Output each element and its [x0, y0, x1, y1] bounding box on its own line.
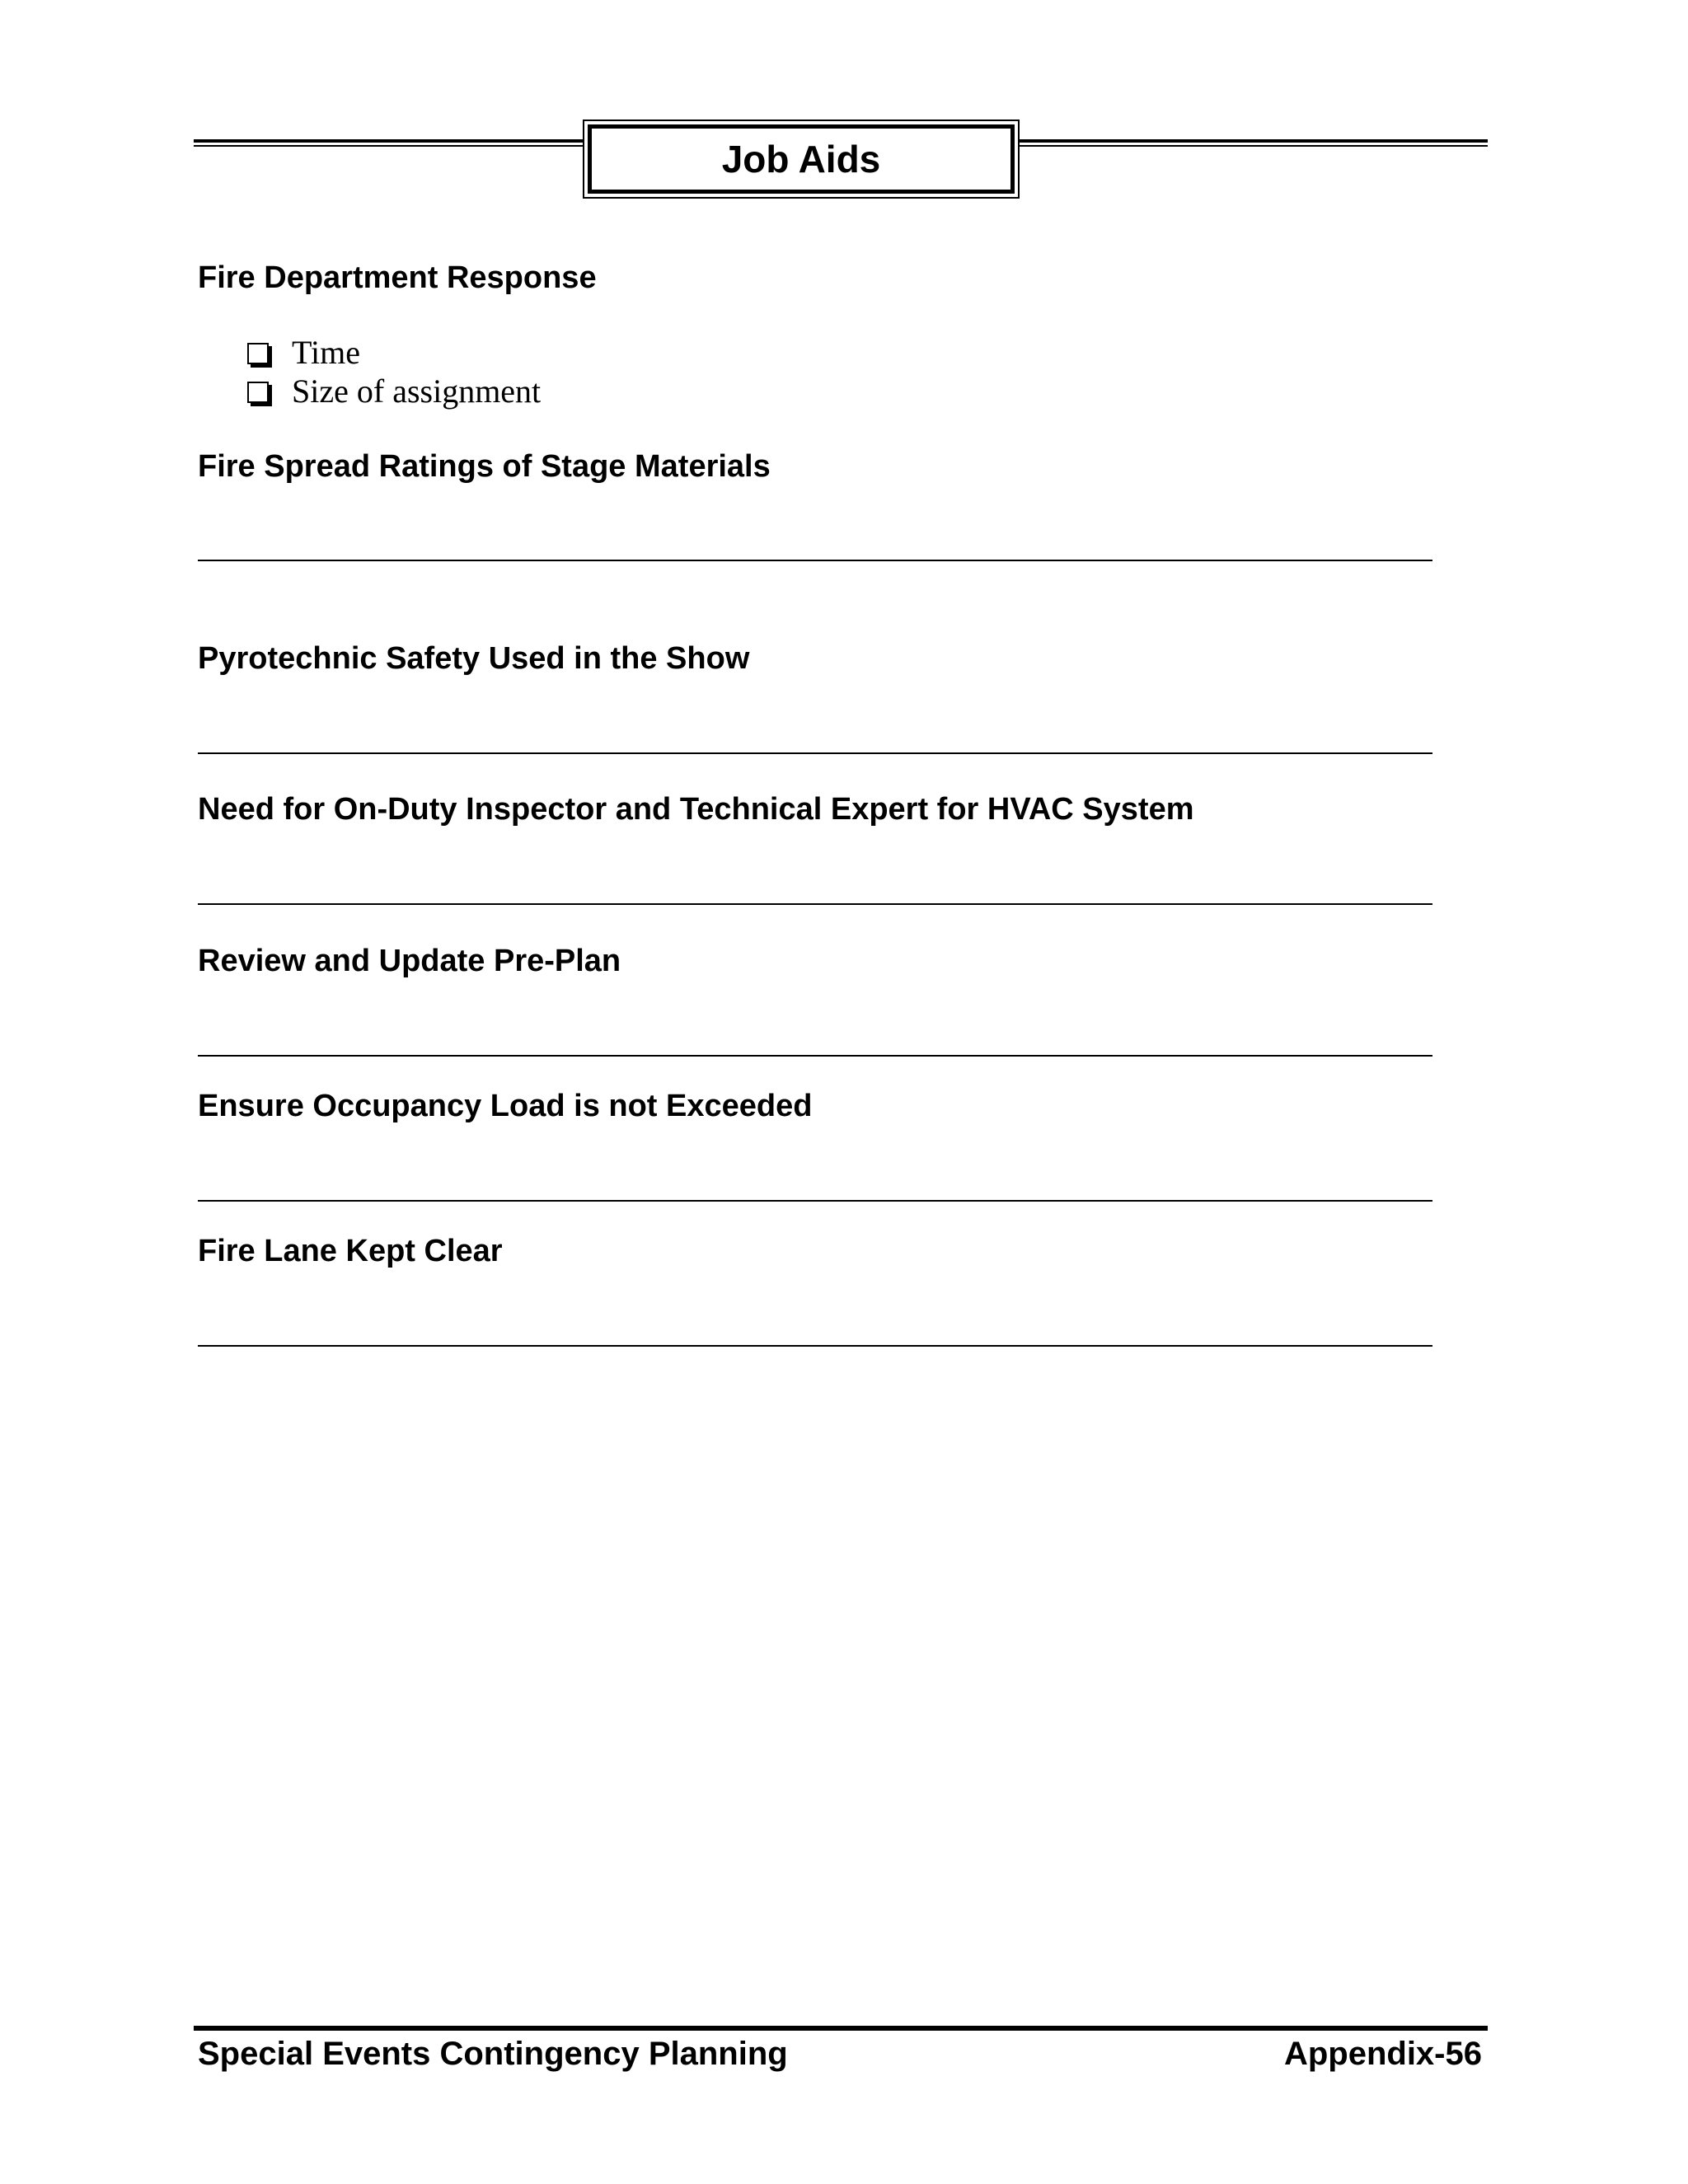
section-heading-review-pre-plan: Review and Update Pre-Plan — [198, 944, 621, 978]
section-heading-fire-department-response: Fire Department Response — [198, 260, 597, 295]
section-heading-pyrotechnic-safety: Pyrotechnic Safety Used in the Show — [198, 641, 750, 676]
footer-document-title: Special Events Contingency Planning — [198, 2036, 788, 2072]
footer-rule — [194, 2026, 1488, 2031]
header-title-box — [583, 120, 1020, 199]
answer-line — [198, 752, 1432, 754]
checkbox-icon[interactable] — [247, 382, 269, 403]
answer-line — [198, 560, 1432, 561]
checklist-item — [247, 333, 541, 372]
checkbox-icon[interactable] — [247, 343, 269, 364]
answer-line — [198, 1200, 1432, 1202]
section-heading-occupancy-load: Ensure Occupancy Load is not Exceeded — [198, 1089, 813, 1123]
answer-line — [198, 1055, 1432, 1057]
section-heading-fire-lane: Fire Lane Kept Clear — [198, 1234, 503, 1268]
checklist-item-label: Size of assignment — [292, 373, 542, 410]
checklist-item — [247, 372, 541, 410]
page-title: Job Aids — [588, 124, 1015, 194]
answer-line — [198, 1345, 1432, 1347]
footer-page-number: Appendix-56 — [1283, 2036, 1482, 2072]
section-heading-on-duty-inspector: Need for On-Duty Inspector and Technical Expert for HVAC System — [198, 792, 1194, 827]
header-rule-right — [1020, 139, 1488, 147]
checklist — [247, 333, 541, 410]
checklist-item-label: Time — [292, 334, 361, 371]
section-heading-fire-spread-ratings: Fire Spread Ratings of Stage Materials — [198, 449, 771, 484]
header-rule-left — [194, 139, 583, 147]
answer-line — [198, 903, 1432, 905]
